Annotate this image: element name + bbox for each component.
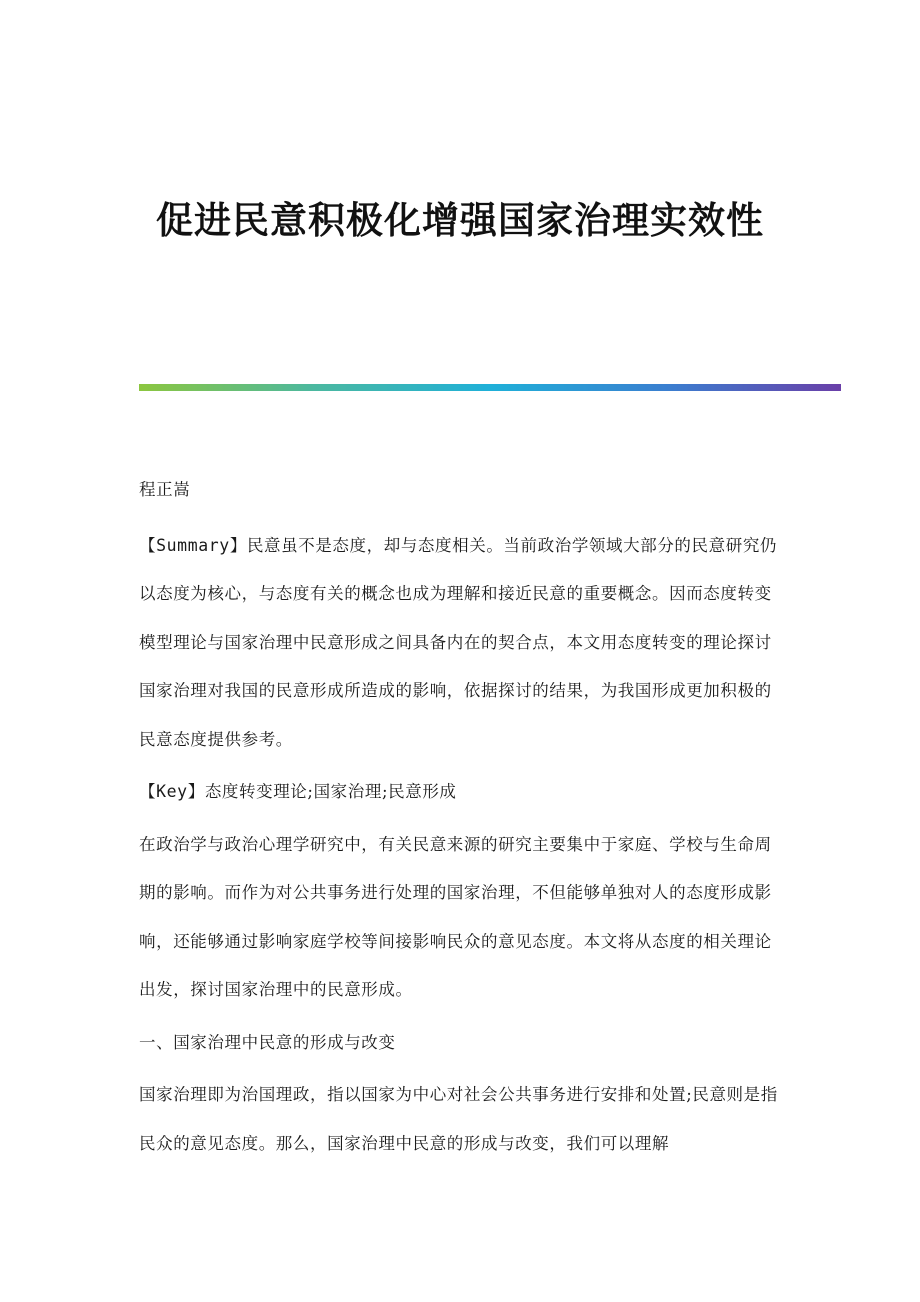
section-paragraph: 国家治理即为治国理政，指以国家为中心对社会公共事务进行安排和处置;民意则是指民众的意见态度。那么，国家治理中民意的形成与改变，我们可以理解 xyxy=(139,1085,778,1153)
document-body xyxy=(139,466,780,1172)
summary-paragraph xyxy=(139,522,780,765)
summary-text: 民意虽不是态度，却与态度相关。当前政治学领域大部分的民意研究仍以态度为核心，与态度有关的概念也成为理解和接近民意的重要概念。因而态度转变模型理论与国家治理中民意形成之间具备内在的契合点，本文用态度转变的理论探讨国家治理对我国的民意形成所造成的影响，依据探讨的结果，为我国形成更加积极的民意态度提供参考。 xyxy=(139,535,778,749)
section-heading: 一、国家治理中民意的形成与改变 xyxy=(139,1032,396,1052)
intro-paragraph: 在政治学与政治心理学研究中，有关民意来源的研究主要集中于家庭、学校与生命周期的影响。而作为对公共事务进行处理的国家治理，不但能够单独对人的态度形成影响，还能够通过影响家庭学校等间接影响民众的意见态度。本文将从态度的相关理论出发，探讨国家治理中的民意形成。 xyxy=(139,834,772,999)
key-label: 【Key】 xyxy=(139,782,205,801)
summary-label: 【Summary】 xyxy=(139,535,247,555)
keywords-paragraph xyxy=(139,768,780,817)
document-title: 促进民意积极化增强国家治理实效性 xyxy=(156,199,764,242)
key-text: 态度转变理论;国家治理;民意形成 xyxy=(204,782,457,801)
title-divider xyxy=(139,384,841,391)
author-name: 程正嵩 xyxy=(139,480,191,499)
